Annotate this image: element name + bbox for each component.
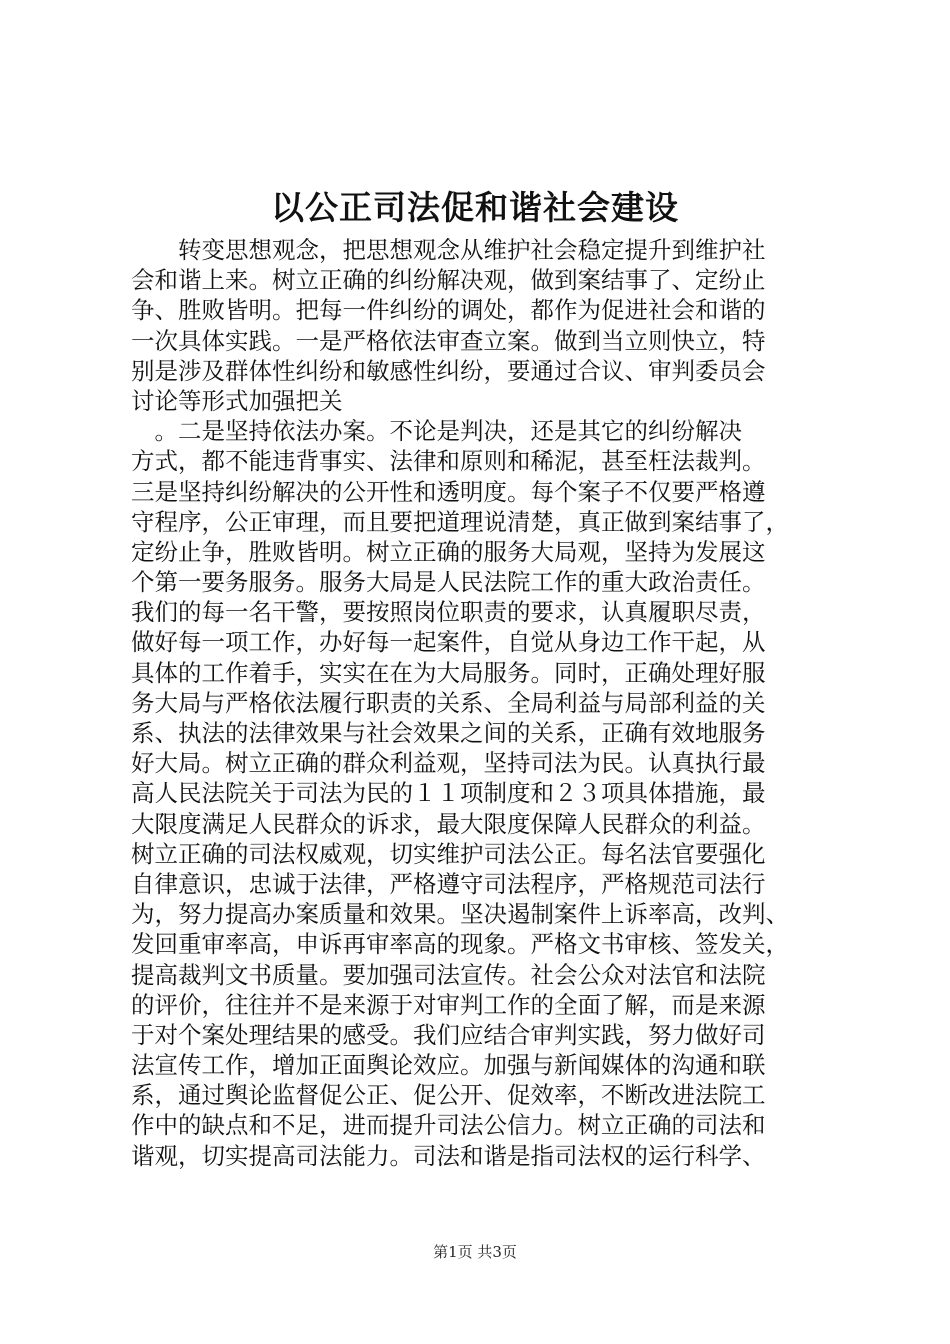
body-line: 法宣传工作，增加正面舆论效应。加强与新闻媒体的沟通和联 [131, 1051, 766, 1080]
body-line: 大限度满足人民群众的诉求，最大限度保障人民群众的利益。 [131, 809, 766, 838]
body-line: 作中的缺点和不足，进而提升司法公信力。树立正确的司法和 [131, 1111, 766, 1140]
body-line: 务大局与严格依法履行职责的关系、全局利益与局部利益的关 [131, 688, 766, 717]
body-line: 具体的工作着手，实实在在为大局服务。同时，正确处理好服 [131, 658, 766, 687]
body-line: 我们的每一名干警，要按照岗位职责的要求，认真履职尽责， [131, 598, 766, 627]
body-line: 。二是坚持依法办案。不论是判决，还是其它的纠纷解决 [131, 417, 742, 446]
body-line: 系、执法的法律效果与社会效果之间的关系，正确有效地服务 [131, 719, 766, 747]
body-line: 做好每一项工作，办好每一起案件，自觉从身边工作干起，从 [131, 628, 766, 657]
body-line: 守程序，公正审理，而且要把道理说清楚，真正做到案结事了， [131, 507, 789, 536]
page-footer [0, 1242, 950, 1262]
body-line: 争、胜败皆明。把每一件纠纷的调处，都作为促进社会和谐的 [131, 296, 766, 325]
document-body [131, 235, 831, 1171]
body-line: 谐观，切实提高司法能力。司法和谐是指司法权的运行科学、 [131, 1141, 766, 1170]
body-line: 三是坚持纠纷解决的公开性和透明度。每个案子不仅要严格遵 [131, 477, 766, 506]
body-line: 一次具体实践。一是严格依法审查立案。做到当立则快立，特 [131, 326, 766, 355]
body-line: 为，努力提高办案质量和效果。坚决遏制案件上诉率高，改判、 [131, 900, 789, 929]
body-line: 好大局。树立正确的群众利益观，坚持司法为民。认真执行最 [131, 749, 766, 778]
body-line: 发回重审率高，申诉再审率高的现象。严格文书审核、签发关， [131, 930, 789, 959]
body-line: 讨论等形式加强把关 [131, 386, 343, 415]
body-line: 提高裁判文书质量。要加强司法宣传。社会公众对法官和法院 [131, 960, 766, 989]
document-title: 以公正司法促和谐社会建设 [271, 188, 679, 227]
body-line: 高人民法院关于司法为民的１１项制度和２３项具体措施，最 [131, 779, 766, 808]
body-line: 定纷止争，胜败皆明。树立正确的服务大局观，坚持为发展这 [131, 537, 766, 566]
body-line: 的评价，往往并不是来源于对审判工作的全面了解，而是来源 [131, 990, 766, 1019]
body-line: 自律意识，忠诚于法律，严格遵守司法程序，严格规范司法行 [131, 869, 766, 898]
body-line: 会和谐上来。树立正确的纠纷解决观，做到案结事了、定纷止 [131, 266, 766, 295]
body-line: 个第一要务服务。服务大局是人民法院工作的重大政治责任。 [131, 568, 766, 597]
body-line: 方式，都不能违背事实、法律和原则和稀泥，甚至枉法裁判。 [131, 447, 766, 476]
body-line: 树立正确的司法权威观，切实维护司法公正。每名法官要强化 [131, 839, 766, 868]
body-line: 系，通过舆论监督促公正、促公开、促效率，不断改进法院工 [131, 1081, 766, 1110]
body-line: 于对个案处理结果的感受。我们应结合审判实践，努力做好司 [131, 1020, 766, 1049]
body-line: 别是涉及群体性纠纷和敏感性纠纷，要通过合议、审判委员会 [131, 356, 766, 385]
page-indicator: 第1页 共3页 [433, 1243, 517, 1261]
body-line: 转变思想观念，把思想观念从维护社会稳定提升到维护社 [131, 236, 766, 264]
